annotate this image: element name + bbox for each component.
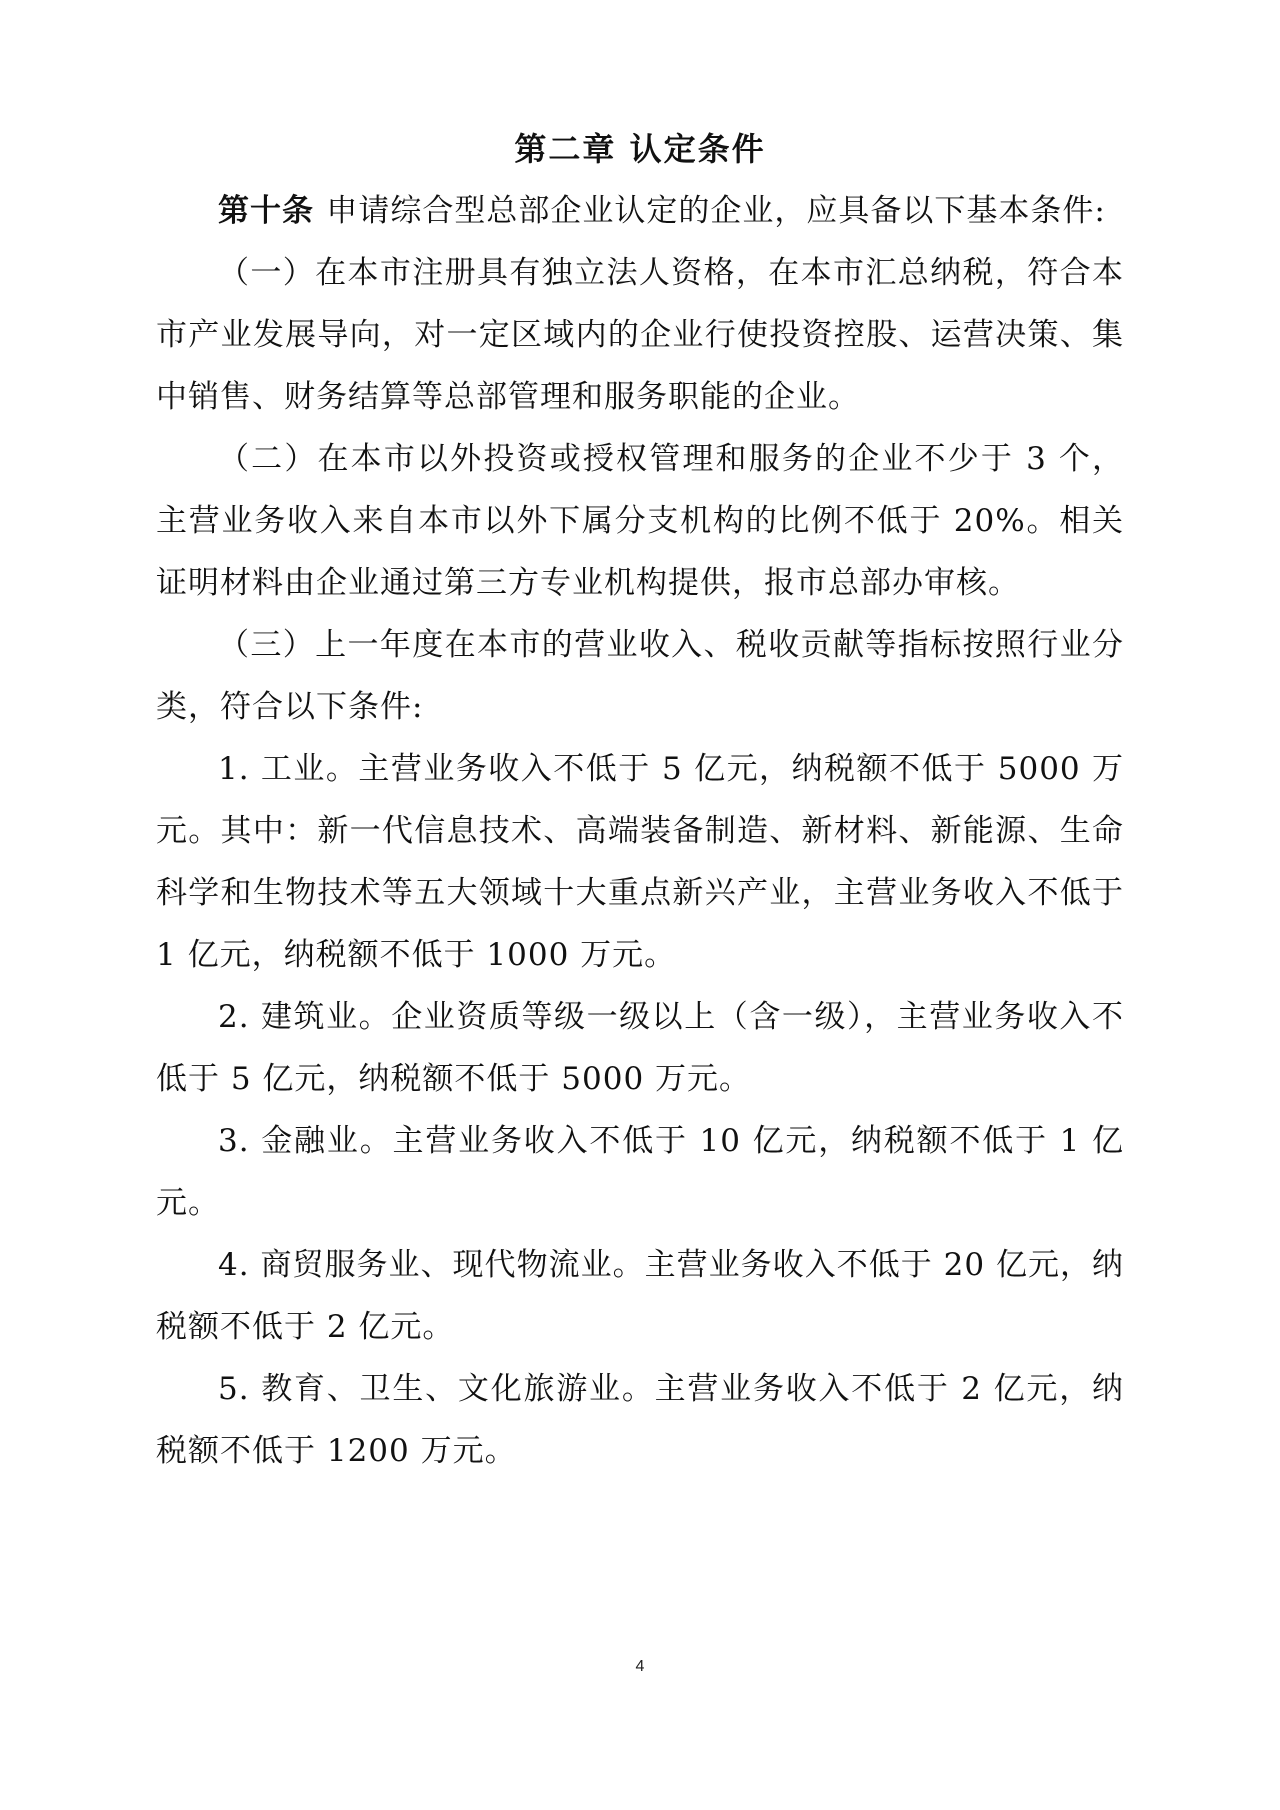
industry-item-4: 4. 商贸服务业、现代物流业。主营业务收入不低于 20 亿元，纳税额不低于 2 亿元。 [156, 1247, 1124, 1345]
article-label: 第十条 [218, 193, 314, 229]
chapter-title: 第二章 认定条件 [514, 130, 766, 168]
condition-2: （二）在本市以外投资或授权管理和服务的企业不少于 3 个，主营业务收入来自本市以外下属分支机构的比例不低于 20%。相关证明材料由企业通过第三方专业机构提供，报市总部办审核。 [156, 441, 1124, 601]
industry-item-2: 2. 建筑业。企业资质等级一级以上（含一级），主营业务收入不低于 5 亿元，纳税额不低于 5000 万元。 [156, 999, 1124, 1097]
page-number: 4 [635, 1658, 645, 1675]
industry-item-1: 1. 工业。主营业务收入不低于 5 亿元，纳税额不低于 5000 万元。其中：新一代信息技术、高端装备制造、新材料、新能源、生命科学和生物技术等五大领域十大重点新兴产业，主营业务收入不低于 1 亿元，纳税额不低于 1000 万元。 [156, 751, 1124, 973]
page-content [156, 118, 1124, 1482]
article-10-intro [156, 180, 1124, 242]
article-intro-text: 申请综合型总部企业认定的企业，应具备以下基本条件: [326, 193, 1106, 229]
industry-item-3: 3. 金融业。主营业务收入不低于 10 亿元，纳税额不低于 1 亿元。 [156, 1123, 1124, 1221]
condition-3: （三）上一年度在本市的营业收入、税收贡献等指标按照行业分类，符合以下条件: [156, 627, 1124, 725]
condition-1: （一）在本市注册具有独立法人资格，在本市汇总纳税，符合本市产业发展导向，对一定区域内的企业行使投资控股、运营决策、集中销售、财务结算等总部管理和服务职能的企业。 [156, 255, 1124, 415]
industry-item-5: 5. 教育、卫生、文化旅游业。主营业务收入不低于 2 亿元，纳税额不低于 1200 万元。 [156, 1371, 1124, 1469]
